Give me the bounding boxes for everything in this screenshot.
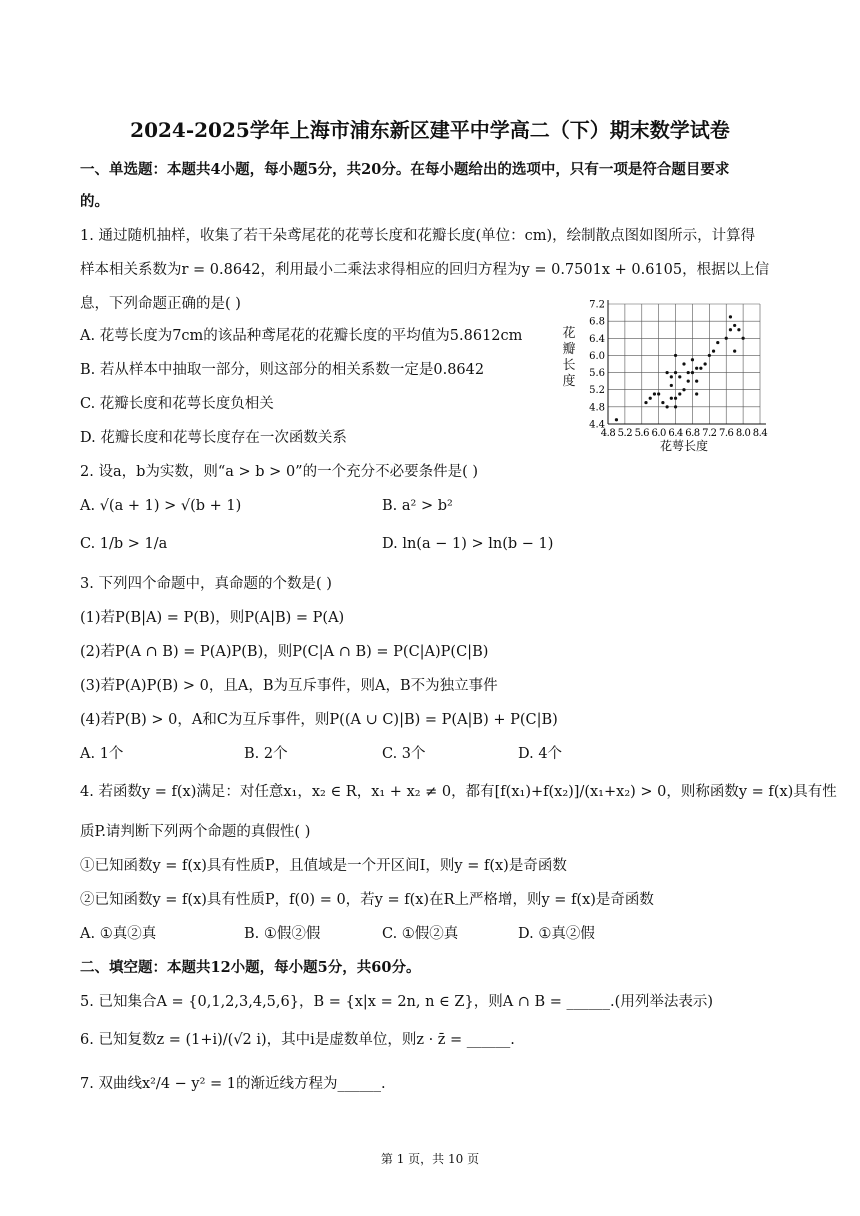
data-point [674,397,677,400]
x-tick-label: 6.4 [668,428,683,439]
x-tick-label: 5.6 [634,428,649,439]
data-point [644,401,647,404]
section-heading-cont: 的。 [80,193,109,210]
q4-statement1: ①已知函数y = f(x)具有性质P，且值域是一个开区间Ⅰ，则y = f(x)是奇函数 [80,858,567,874]
data-point [649,397,652,400]
chart-xlabel: 花萼长度 [659,439,709,453]
data-point [729,328,732,331]
q4-statement2: ②已知函数y = f(x)具有性质P，f(0) = 0，若y = f(x)在R上严格增，则y = f(x)是奇函数 [80,892,654,908]
q1-option-a: A. 花萼长度为7cm的该品种鸢尾花的花瓣长度的平均值为5.8612cm [80,328,523,344]
q4-stem-line2: 质P.请判断下列两个命题的真假性( ) [80,824,311,840]
data-point [695,392,698,395]
x-tick-label: 6.0 [651,428,666,439]
section-heading-fill-in: 二、填空题：本题共12小题，每小题5分，共60分。 [80,959,421,976]
y-tick-label: 5.2 [589,385,605,397]
q4-stem-line1: 4. 若函数y = f(x)满足：对任意x₁，x₂ ∈ R，x₁ + x₂ ≠ 0，都有[f(x₁)+f(x₂)]/(x₁+x₂) > 0，则称函数y = f(x)具有性 [80,784,837,800]
data-point [687,380,690,383]
q1-option-b: B. 若从样本中抽取一部分，则这部分的相关系数一定是0.8642 [80,362,485,378]
q2-option-b: B. a² > b² [382,498,453,514]
scatter-plot [560,294,780,464]
x-tick-label: 6.8 [685,428,700,439]
q1-stem-line1: 1. 通过随机抽样，收集了若干朵鸢尾花的花萼长度和花瓣长度(单位：cm)，绘制散点图如图所示，计算得 [80,228,756,244]
x-tick-label: 7.6 [719,428,734,439]
data-point [682,362,685,365]
data-point [678,375,681,378]
data-point [657,392,660,395]
y-tick-label: 4.4 [589,419,605,431]
data-point [666,405,669,408]
q2-stem: 2. 设a，b为实数，则“a > b > 0”的一个充分不必要条件是( ) [80,464,479,480]
y-tick-label: 6.4 [589,333,605,345]
data-point [725,337,728,340]
q3-option-d: D. 4个 [518,746,563,762]
x-tick-label: 8.4 [752,428,768,439]
data-point [691,371,694,374]
q3-option-a: A. 1个 [80,746,124,762]
data-point [687,371,690,374]
y-tick-label: 6.8 [589,316,605,328]
y-tick-label: 5.6 [589,368,605,380]
data-point [733,324,736,327]
data-point [666,371,669,374]
page-footer: 第 1 页，共 10 页 [380,1152,480,1166]
q4-option-d: D. ①真②假 [518,926,595,942]
data-point [712,350,715,353]
q1-stem-line2: 样本相关系数为r = 0.8642，利用最小二乘法求得相应的回归方程为y = 0.7501x + 0.6105，根据以上信 [80,262,770,278]
data-point [678,392,681,395]
data-point [729,315,732,318]
data-point [674,371,677,374]
data-point [653,392,656,395]
data-point [699,367,702,370]
q2-option-a: A. √(a + 1) > √(b + 1) [80,498,242,514]
data-point [737,328,740,331]
q2-option-c: C. 1/b > 1/a [80,536,168,552]
y-tick-label: 7.2 [589,299,605,311]
data-point [670,397,673,400]
chart-ylabel: 花瓣长度 [562,326,576,389]
q4-option-a: A. ①真②真 [80,926,157,942]
data-point [674,405,677,408]
q1-option-c: C. 花瓣长度和花萼长度负相关 [80,396,274,412]
data-point [742,337,745,340]
y-tick-label: 6.0 [589,350,605,362]
data-point [691,358,694,361]
section-heading-single-choice: 一、单选题：本题共4小题，每小题5分，共20分。在每小题给出的选项中，只有一项是符合题目要求 [80,161,730,178]
q3-prop4: (4)若P(B) > 0，A和C为互斥事件，则P((A ∪ C)|B) = P(A|B) + P(C|B) [80,712,558,728]
data-point [670,384,673,387]
q3-option-c: C. 3个 [382,746,426,762]
data-point [733,350,736,353]
q5: 5. 已知集合A = {0,1,2,3,4,5,6}，B = {x|x = 2n, n ∈ Z}，则A ∩ B = ______.(用列举法表示) [80,994,713,1010]
y-tick-label: 4.8 [589,402,605,414]
x-tick-label: 8.0 [735,428,751,439]
q2-option-d: D. ln(a − 1) > ln(b − 1) [382,536,554,552]
q4-option-b: B. ①假②假 [244,926,321,942]
x-tick-label: 4.8 [600,428,616,439]
q6: 6. 已知复数z = (1+i)/(√2 i)，其中i是虚数单位，则z · z̄ = ______. [80,1032,515,1048]
data-point [695,367,698,370]
x-tick-label: 7.2 [702,428,717,439]
q3-prop3: (3)若P(A)P(B) > 0，且A，B为互斥事件，则A，B不为独立事件 [80,678,498,694]
q7: 7. 双曲线x²/4 − y² = 1的渐近线方程为______. [80,1076,386,1092]
q3-prop2: (2)若P(A ∩ B) = P(A)P(B)，则P(C|A ∩ B) = P(C|A)P(C|B) [80,644,489,660]
q4-option-c: C. ①假②真 [382,926,459,942]
data-point [615,418,618,421]
data-point [674,354,677,357]
q3-stem: 3. 下列四个命题中，真命题的个数是( ) [80,576,332,592]
x-tick-label: 5.2 [617,428,633,439]
data-point [704,362,707,365]
data-point [661,401,664,404]
page-title: 2024-2025学年上海市浦东新区建平中学高二（下）期末数学试卷 [130,118,730,142]
data-point [695,380,698,383]
data-point [708,354,711,357]
data-point [670,375,673,378]
q1-stem-line3: 息，下列命题正确的是( ) [80,296,241,312]
q1-option-d: D. 花瓣长度和花萼长度存在一次函数关系 [80,430,347,446]
data-point [682,388,685,391]
q3-prop1: (1)若P(B|A) = P(B)，则P(A|B) = P(A) [80,610,345,626]
q3-option-b: B. 2个 [244,746,288,762]
data-point [716,341,719,344]
